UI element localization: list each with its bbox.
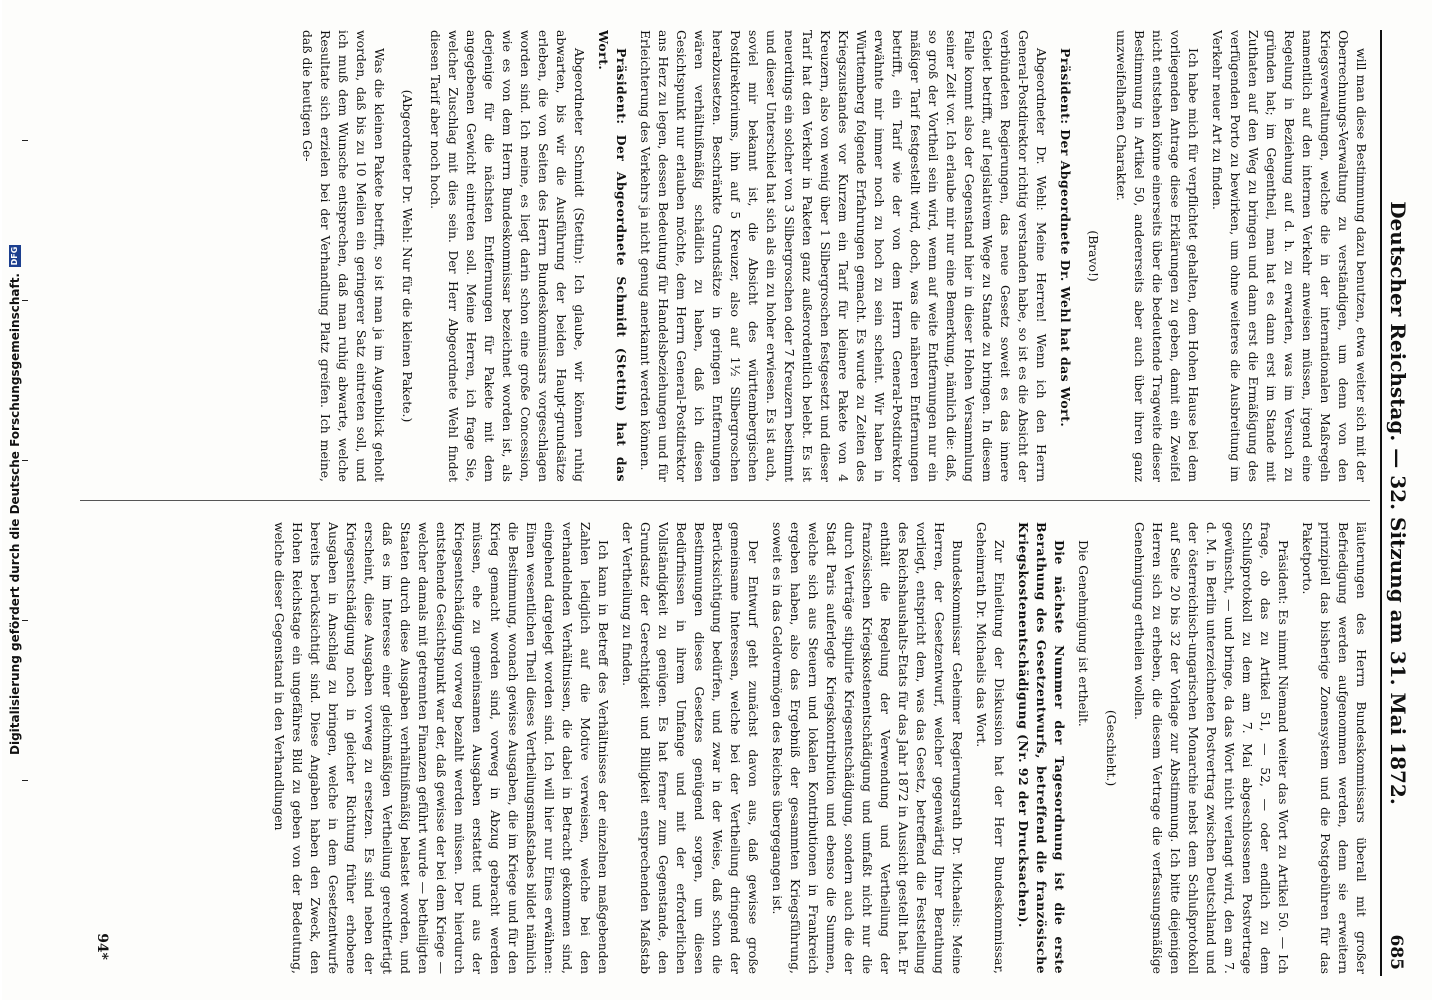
speaker-paragraph: Präsident: Der Abgeordnete Schmidt (Stettin) hat das Wort. (596, 30, 629, 482)
agenda-item: Die nächste Nummer der Tagesordnung ist die erste Berathung des Gesetzentwurfs, betreffend die französische Kriegskostenentschädigung (Nr. 92 der Drucksachen). (1016, 522, 1067, 974)
page-header (1380, 30, 1416, 976)
paragraph: Abgeordneter Schmidt (Stettin): Ich glaube, wir können ruhig abwarten, bis wir die Ausführung der beiden Haupt-grundsätze erleben, die von Seiten des Herrn Bundeskommissars vorgeschlagen worden sind. Ich meine, es liegt darin schon eine große Concession, wie es von dem Herrn Bundeskommissar bezeichnet worden ist, als derjenige für die nächsten Entfernungen für Pakete mit dem angegebenen Gewicht eintreten soll. Meine Herren, ich frage Sie, welcher Zuschlag mit dies sein. Der Herr Abgeordnete Wehl findet diesen Tarif aber noch hoch. (428, 30, 587, 482)
paragraph: läuterungen des Herrn Bundeskommissars überall mit großer Befriedigung werden aufgenommen werden, denn sie erweitern prinzipiell das bisherige Zonensystem und die Postgebühren für das Paketporto. (1300, 522, 1369, 974)
scale-tick (22, 620, 28, 621)
credit-text: Digitalisierung gefördert durch die Deutsche Forschungsgemeinschaft. (8, 272, 23, 756)
paragraph: Der Entwurf geht zunächst davon aus, daß gewisse große gemeinsame Interessen, welche bei der Vertheilung dringend der Berücksichtigung bedürfen, und zwar in der Weise, daß schon die Bestimmungen dieses Gesetzes genügend sorgen, um diesen Bedürfnissen in ihrem Umfange und mit der erforderlichen Vollständigkeit zu genügen. Es hat ferner zum Gegenstande, den Grundsatz der Gerechtigkeit und Billigkeit entsprechenden Maßstab der Vertheilung zu finden. (620, 522, 761, 974)
paragraph: Zur Einleitung der Diskussion hat der Herr Bundeskommissar, Geheimrath Dr. Michaelis das Wort. (974, 522, 1007, 974)
left-column (80, 30, 1370, 482)
remark: (Geschieht.) (1104, 709, 1119, 787)
remark: (Abgeordneter Dr. Wehl: Nur für die kleinen Pakete.) (400, 89, 415, 423)
speaker-paragraph: Präsident: Der Abgeordnete Dr. Wehl hat das Wort. (1058, 48, 1073, 428)
column-divider (80, 500, 1370, 501)
dfg-logo-icon: DFG (10, 246, 20, 266)
signature-mark: 94* (94, 933, 110, 960)
paragraph: Ich habe mich für verpflichtet gehalten, dem Hohen Hause bei dem vorliegenden Antrage diese Erklärungen zu geben, damit ein Zweifel nicht entstehen könne einerseits über die bedeutende Tragweite dieser Bestimmung in Artikel 50, andererseits aber auch über ihren ganz unzweifelhaften Charakter. (1114, 30, 1201, 482)
remark: (Bravo!) (1086, 230, 1101, 282)
page-number: 685 (1386, 934, 1406, 970)
paragraph: Die Genehmigung ist ertheilt. (1076, 540, 1091, 727)
paragraph: Präsident: Es nimmt Niemand weiter das Wort zu Artikel 50. — Ich frage, ob das zu Artikel 51, — 52, — oder endlich zu dem Schlußprotokoll zu dem am 7. Mai abgeschlossenen Postvertrage gewünscht, — und bringe, da das Wort nicht verlangt wird, den am 7. d. M. in Berlin unterzeichneten Postvertrag zwischen Deutschland und der österreichisch-ungarischen Monarchie nebst dem Schlußprotokoll auf Seite 20 bis 32 der Vorlage zur Abstimmung. Ich bitte diejenigen Herren sich zu erheben, die diesem Vertrage die verfassungsmäßige Genehmigung ertheilen wollen. (1132, 522, 1291, 974)
scale-tick (22, 140, 28, 141)
scale-tick (22, 780, 28, 781)
paragraph: Ich kann in Betreff des Verhältnisses der einzelnen maßgebenden Zahlen lediglich auf die Motive verweisen, welche bei den verhandelnden Verhältnissen, die dabei in Betracht gekommen sind, eingehend dargelegt worden sind. Ich will hier nur Eines erwähnen: Einen wesentlichen Theil dieses Vertheilungsmaßstabes bildet nämlich die Bestimmung, wonach gewisse Ausgaben, die im Kriege und für den Krieg gemacht worden sind, vorweg in Abzug gebracht werden müssen, ehe zu gemeinsamen Ausgaben erstattet und aus der Kriegsentschädigung vorweg bezahlt werden müssen. Der hierdurch entstehende Gesichtspunkt war der, daß gewisse der bei dem Kriege — welcher damals mit getrennten Finanzen geführt wurde — betheiligten Staaten durch diese Ausgaben verhältnißmäßig belastet worden, und daß es im Interesse einer gleichmäßigen Vertheilung gerechtfertigt erscheint, diese Ausgaben vorweg zu ersetzen. Es sind neben der Kriegsentschädigung noch in gleicher Richtung früher erhobene Ausgaben in Anschlag zu bringen, welche in dem Gesetzentwurfe bereits berücksichtigt sind. Diese Angaben haben den Zweck, den Hohen Reichstage ein ungefähres Bild zu geben von der Bedeutung, welche dieser Gegenstand in den Verhandlungen (272, 522, 611, 974)
digitization-credit (2, 0, 28, 1000)
header-title: Deutscher Reichstag. — 32. Sitzung am 31. Mai 1872. (1386, 201, 1410, 805)
right-column (80, 522, 1370, 974)
paragraph: will man diese Bestimmung dazu benutzen, etwa weiter sich mit der Oberrechnungs-Verwaltung zu verständigen, um denn von den Kriegsverwaltungen, welche die in der internationalen Maßregeln namentlich auf den internen Verkehr anweisen müssen, irgend eine Regelung in Beziehung auf d. h. zu erwarten, was im Versuch zu gründen hat; im Gegentheil, man hat es dann erst im Stande mit Zuthaten auf den Weg zu bringen und dann erst die Ermäßigung des verfügenden Porto zu bewirken, um ohne weiteres die Ausbreitung im Verkehr neuer Art zu finden. (1210, 30, 1369, 482)
paragraph: Was die kleinen Pakete betrifft, so ist man ja im Augenblick geholt worden, daß bis zu 10 Meilen ein geringerer Satz eintreten soll, und ich muß dem Wunsche entsprechen, daß man ruhig abwarte, welche Resultate sich erzielen bei der Verhandlung Platz greifen. Ich meine, daß die heutigen Ge- (300, 30, 387, 482)
scale-tick (22, 300, 28, 301)
rotated-page (2, 0, 1432, 1000)
scale-tick (22, 460, 28, 461)
paragraph: Abgeordneter Dr. Wehl: Meine Herren! Wenn ich den Herrn General-Postdirektor richtig verstanden habe, so ist es die Absicht der verbündeten Regierungen, das neue Gesetz soweit es das innere Gebiet betrifft, auf legislativem Wege zu Stande zu bringen. In diesem Falle kommt also der Gegenstand hier in dieser Hohen Versammlung seiner Zeit vor. Ich erlaube mir nur eine Bemerkung, nämlich die: daß, so groß der Vortheil sein wird, wenn auf weite Entfernungen nur ein mäßiger Tarif festgestellt wird, doch, was die näheren Entfernungen betrifft, ein Tarif wie der von dem Herrn General-Postdirektor erwähnte mir immer noch zu hoch zu sein scheint. Wir haben in Württemberg folgende Erfahrungen gemacht. Es wurde zu Zeiten des Kriegszustandes vor Kurzem ein Tarif für kleinere Pakete von 4 Kreuzern, also von wenig über 1 Silbergroschen festgesetzt und dieser Tarif hat den Verkehr in Paketen ganz außerordentlich belebt. Es ist neuerdings ein solcher von 3 Silbergroschen oder 7 Kreuzern bestimmt und dieser Unterschied hat sich als ein zu hoher erwiesen. Es ist auch, soviel mir bekannt ist, die Absicht des württembergischen Postdirektoriums, ihn auf 5 Kreuzer, also auf 1½ Silbergroschen herabzusetzen. Beschränkte Grundsätze in geringen Entfernungen wären verhältnißmäßig schädlich zu haben, daß ich diesen Gesichtspunkt nur erlauben möchte, dem Herrn General-Postdirektor ans Herz zu legen, dessen Bedeutung für Handelsbeziehungen und für Erleichterung des Verkehrs ja nicht genug anerkannt werden können. (638, 30, 1049, 482)
paragraph: Bundeskommissar Geheimer Regierungsrath Dr. Michaelis: Meine Herren, der Gesetzentwurf, welcher gegenwärtig Ihrer Berathung vorliegt, entspricht dem, was das Gesetz, betreffend die Feststellung des Reichshaushalts-Etats für das Jahr 1872 in Aussicht gestellt hat. Er enthält die Regelung der Verwendung und Vertheilung der französischen Kriegskostenentschädigung und umfaßt nicht nur die durch Verträge stipulirte Kriegsentschädigung, sondern auch die der Stadt Paris auferlegte Kriegskontribution und ebenso die Summen, welche sich aus Steuern und lokalen Kontributionen in Frankreich ergeben haben, also das Ergebniß der gesammten Kriegsführung, soweit es in das Geldvermögen des Reiches übergegangen ist. (770, 522, 965, 974)
